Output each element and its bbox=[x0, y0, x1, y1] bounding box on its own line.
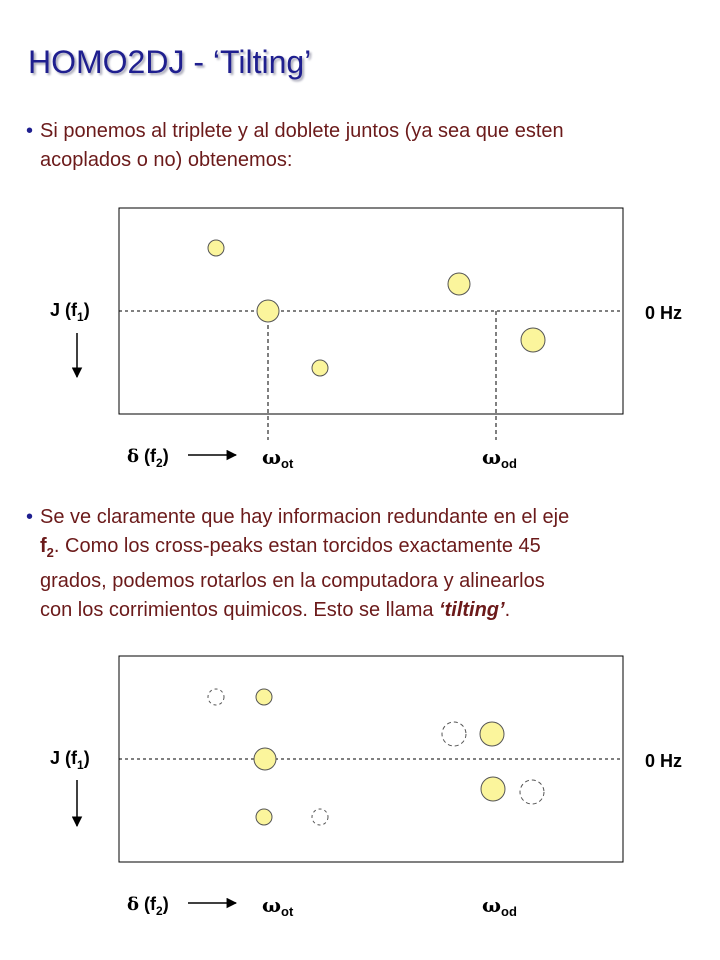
bullet1-line1: Si ponemos al triplete y al doblete juntos (ya sea que esten bbox=[40, 120, 564, 142]
diagram-2 bbox=[50, 656, 682, 919]
zero-hz-label: 0 Hz bbox=[645, 751, 683, 771]
doublet-peak-lower bbox=[521, 328, 545, 352]
f2-axis-label: δ $(f_2)$ bbox=[127, 894, 169, 918]
tilted-triplet-peak-upper bbox=[256, 689, 272, 705]
bullet2-tilting: ‘tilting’ bbox=[439, 599, 505, 621]
omega-ot-label: $\omega_{ot}$ bbox=[262, 445, 294, 471]
bullet2-line3: grados, podemos rotarlos en la computadora y alinearlos bbox=[40, 570, 545, 592]
original-peak-ghost bbox=[312, 809, 328, 825]
original-peak-ghost bbox=[442, 722, 466, 746]
original-peak-ghost bbox=[208, 689, 224, 705]
omega-ot-label: $\omega_{ot}$ bbox=[262, 893, 294, 919]
bullet1-line2: acoplados o no) obtenemos: bbox=[40, 149, 293, 171]
original-peak-ghost bbox=[520, 780, 544, 804]
bullet-dot: • bbox=[26, 120, 34, 142]
bullet2-line1: Se ve claramente que hay informacion redundante en el eje bbox=[40, 506, 570, 528]
bullet2-line2: . Como los cross-peaks estan torcidos exactamente 45 bbox=[53, 535, 541, 557]
tilted-triplet-peak-lower bbox=[256, 809, 272, 825]
triplet-peak-lower bbox=[312, 360, 328, 376]
j-axis-label: J $(f_1)$ bbox=[50, 300, 90, 324]
tilted-doublet-peak-upper bbox=[480, 722, 504, 746]
diagram-1 bbox=[50, 208, 682, 471]
bullet2-line4: con los corrimientos quimicos. Esto se llama bbox=[40, 599, 440, 621]
doublet-peak-upper bbox=[448, 273, 470, 295]
omega-od-label: $\omega_{od}$ bbox=[482, 893, 517, 919]
bullet2-f-sub: 2 bbox=[46, 545, 54, 560]
slide-title: HOMO2DJ - ‘Tilting’ bbox=[28, 44, 312, 80]
j-axis-label: J $(f_1)$ bbox=[50, 748, 90, 772]
f2-axis-label: δ $(f_2)$ bbox=[127, 446, 169, 470]
bullet2-line4-end: . bbox=[504, 599, 511, 621]
zero-hz-label: 0 Hz bbox=[645, 303, 683, 323]
triplet-peak-upper bbox=[208, 240, 224, 256]
triplet-peak-center bbox=[257, 300, 279, 322]
omega-od-label: $\omega_{od}$ bbox=[482, 445, 517, 471]
tilted-doublet-peak-lower bbox=[481, 777, 505, 801]
bullet2-f: f bbox=[40, 535, 47, 557]
tilted-triplet-peak-center bbox=[254, 748, 276, 770]
bullet-dot: • bbox=[26, 506, 34, 528]
